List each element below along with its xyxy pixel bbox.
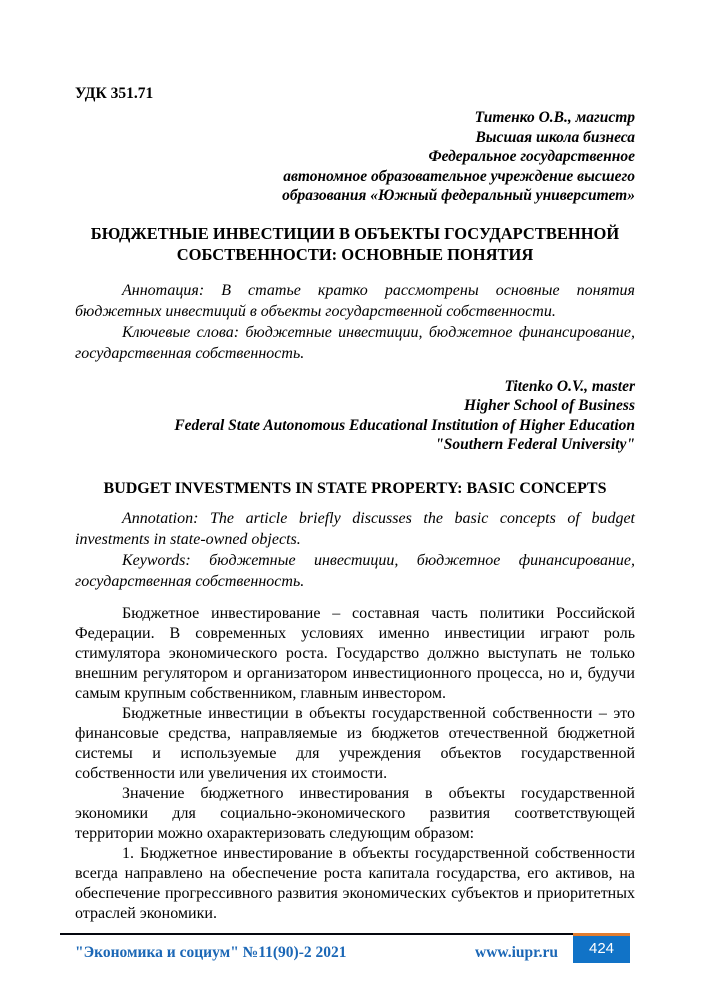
author-ru-line: Федеральное государственное [428, 148, 635, 165]
authors-ru-block [75, 108, 635, 206]
authors-en-block [75, 377, 635, 455]
author-ru-line: Высшая школа бизнеса [475, 128, 635, 146]
page-footer [0, 933, 709, 973]
author-en-line: "Southern Federal University" [435, 436, 635, 453]
body-paragraph: 1. Бюджетное инвестирование в объекты государственной собственности всегда направлено на обеспечение роста капитала государства, его активов, на обеспечение прогрессивного развития экономических субъектов и приоритетных отраслей экономики. [75, 844, 635, 922]
journal-name: "Экономика и социум" №11(90)-2 2021 [75, 944, 347, 961]
author-en-line: Federal State Autonomous Educational Institution of Higher Education [174, 416, 635, 434]
annotation-en: Annotation: The article briefly discusses the basic concepts of budget investments in state-owned objects. [75, 509, 635, 548]
keywords-en: Keywords: бюджетные инвестиции, бюджетное финансирование, государственная собственность. [75, 551, 635, 590]
body-paragraph: Бюджетное инвестирование – составная часть политики Российской Федерации. В современных условиях именно инвестиции играют роль стимулятора экономического роста. Государство должно выступать не только внешним регулятором и организатором инвестиционного процесса, но и, будучи самым крупным собственником, главным инвестором. [75, 604, 635, 702]
body-paragraph: Значение бюджетного инвестирования в объекты государственной экономики для социально-экономического развития соответствующей территории можно охарактеризовать следующим образом: [75, 784, 635, 842]
author-ru-line: автономное образовательное учреждение высшего [283, 167, 635, 185]
footer-texts [75, 944, 558, 961]
footer-rule [60, 933, 573, 935]
udc-label: УДК 351.71 [75, 85, 154, 102]
author-ru-line: образования «Южный федеральный университет» [282, 187, 635, 204]
author-en-line: Higher School of Business [464, 397, 635, 414]
article-title-ru: БЮДЖЕТНЫЕ ИНВЕСТИЦИИ В ОБЪЕКТЫ ГОСУДАРСТВЕННОЙ СОБСТВЕННОСТИ: ОСНОВНЫЕ ПОНЯТИЯ [90, 223, 620, 264]
body-paragraph: Бюджетные инвестиции в объекты государственной собственности – это финансовые средства, направляемые из бюджетов отечественной бюджетной системы и используемые для учреждения объектов государственной собственности или увеличения их стоимости. [75, 704, 635, 782]
keywords-ru: Ключевые слова: бюджетные инвестиции, бюджетное финансирование, государственная собственность. [75, 323, 635, 362]
annotation-ru: Аннотация: В статье кратко рассмотрены основные понятия бюджетных инвестиций в объекты государственной собственности. [75, 281, 635, 320]
author-ru-line: Титенко О.В., магистр [474, 109, 635, 126]
journal-website-link[interactable]: www.iupr.ru [475, 944, 558, 961]
page-number-badge: 424 [573, 933, 630, 963]
article-title-en: BUDGET INVESTMENTS IN STATE PROPERTY: BASIC CONCEPTS [103, 479, 607, 497]
author-en-line: Titenko O.V., master [504, 377, 635, 395]
